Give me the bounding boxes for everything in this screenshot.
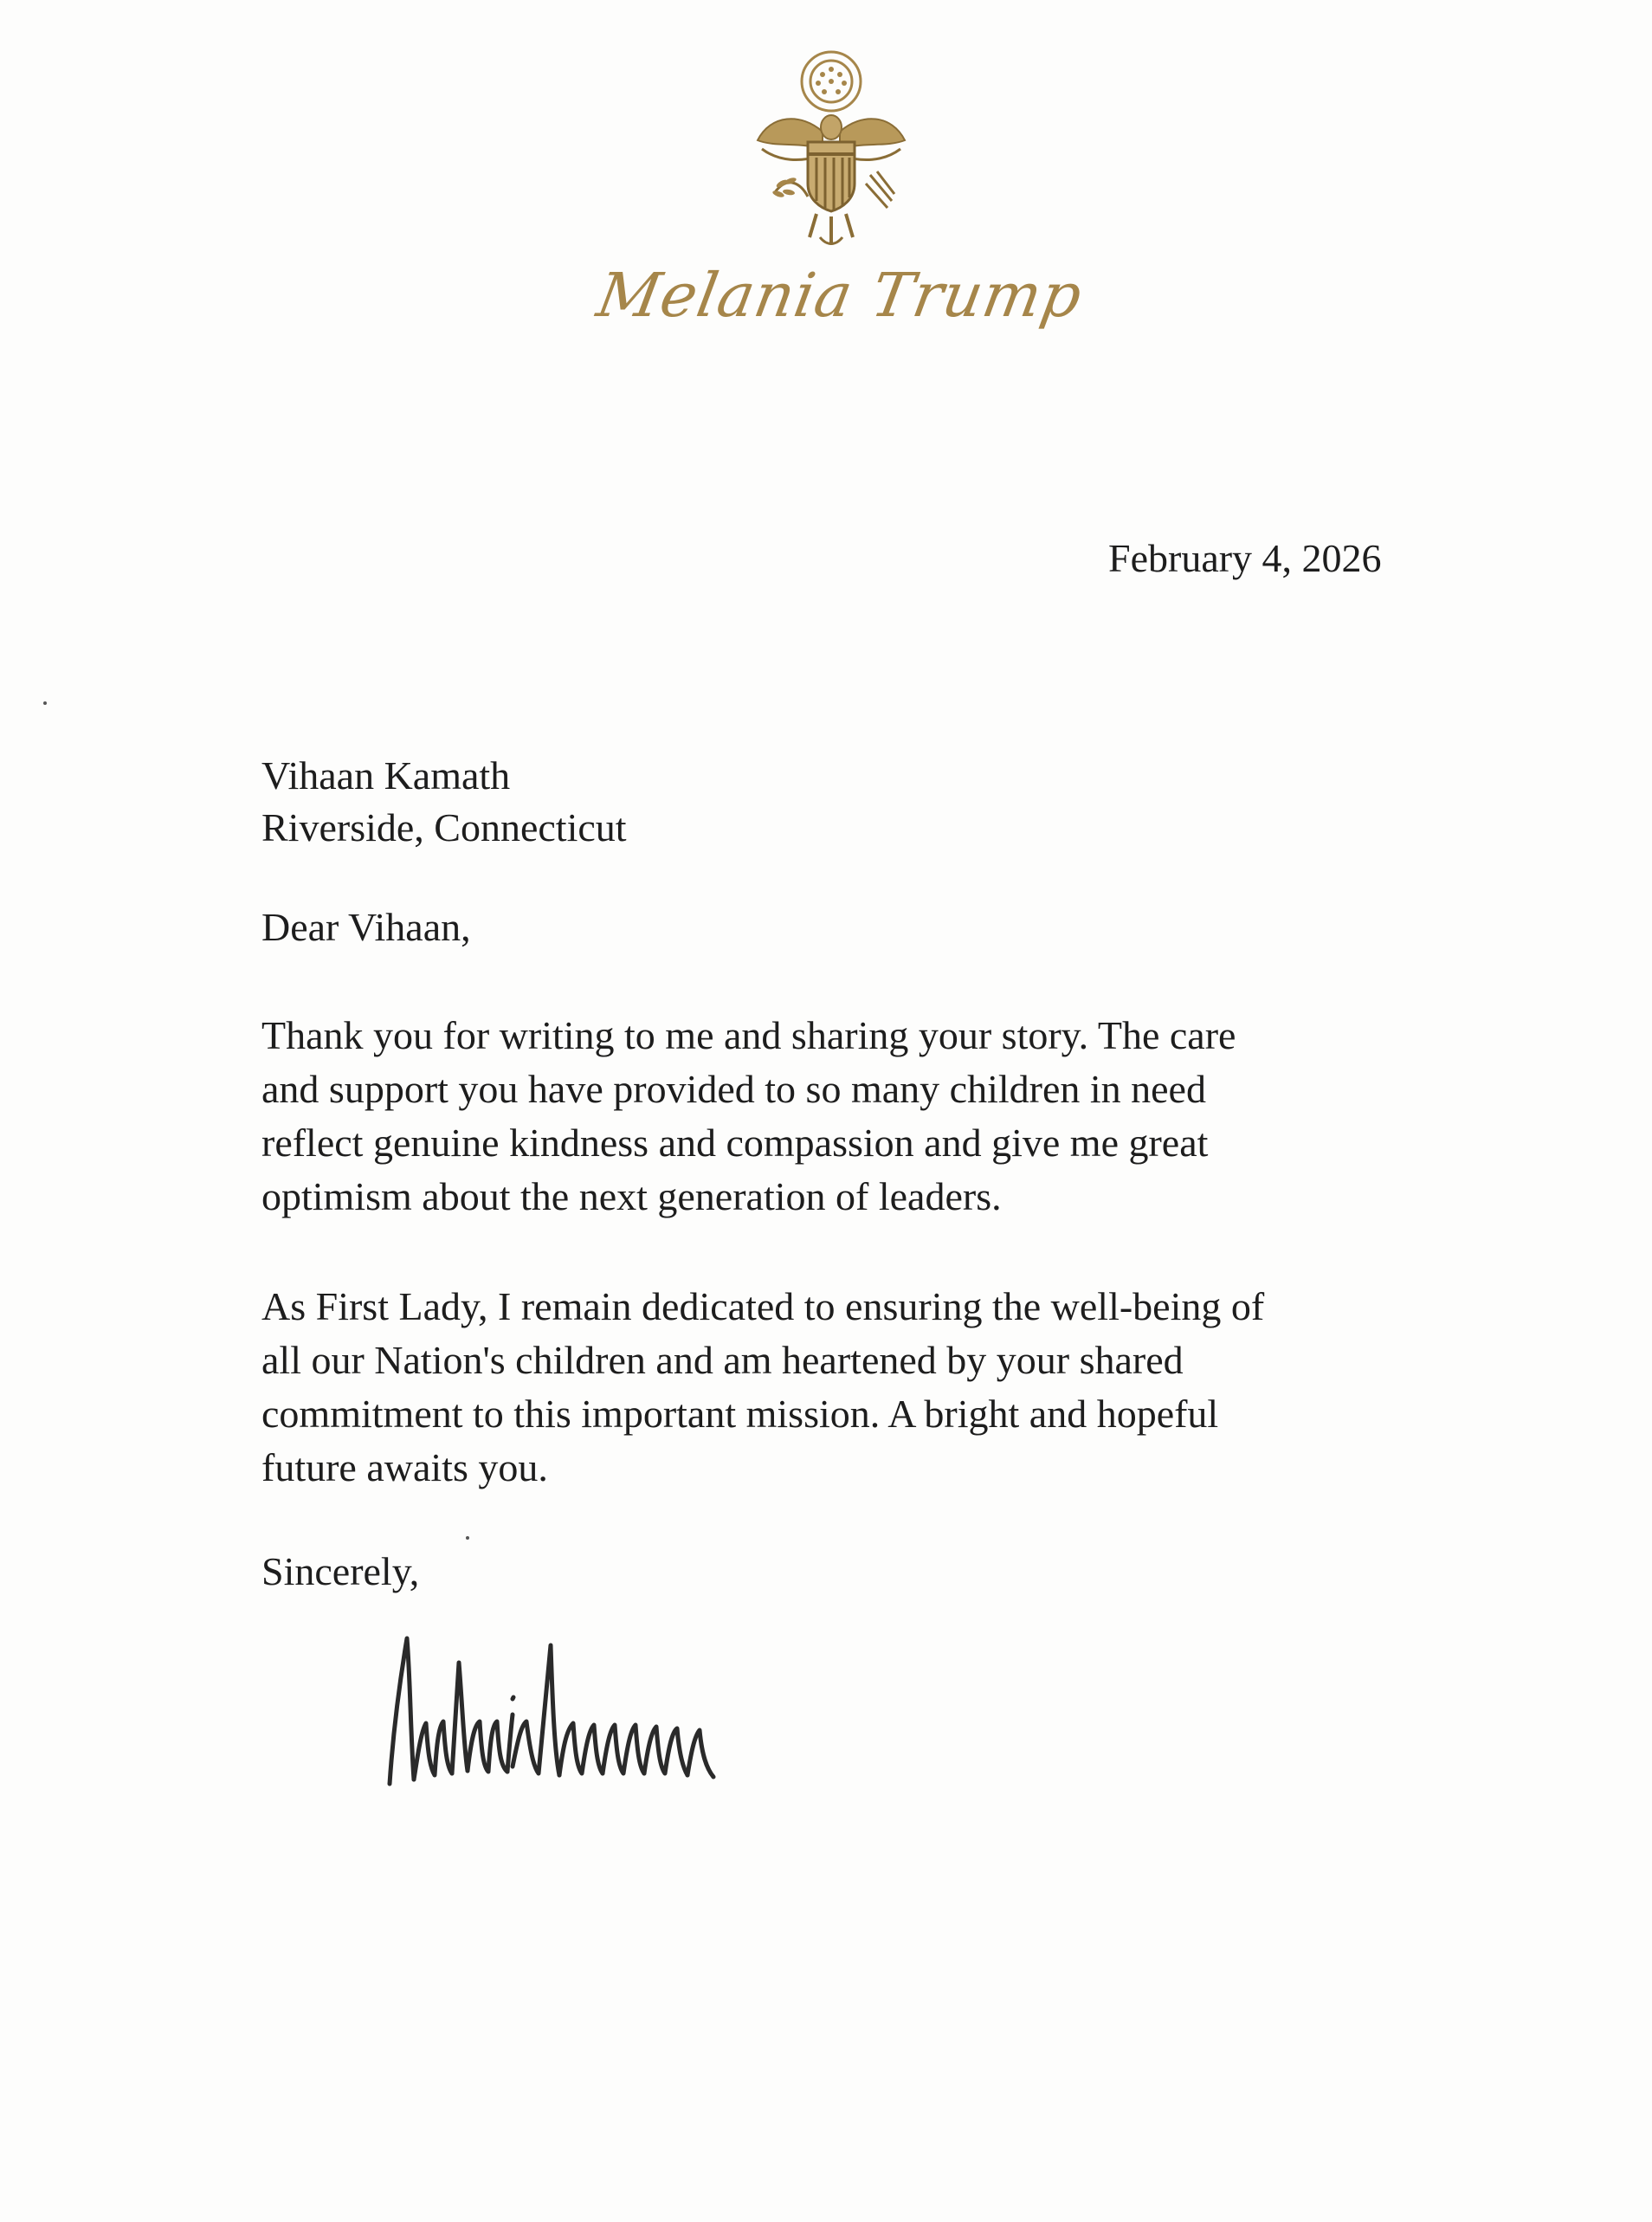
paragraph-line: As First Lady, I remain dedicated to ensuring the well-being of: [261, 1284, 1265, 1328]
paragraph-line: Thank you for writing to me and sharing your story. The care: [261, 1013, 1236, 1057]
recipient-block: [261, 750, 627, 854]
closing: Sincerely,: [261, 1549, 420, 1593]
handwritten-signature: [381, 1628, 727, 1792]
body-paragraph-1: [261, 1009, 1474, 1224]
letter-date: February 4, 2026: [1108, 536, 1382, 580]
scan-speck: [466, 1536, 469, 1540]
scan-speck: [43, 701, 47, 705]
recipient-name: Vihaan Kamath: [261, 753, 511, 798]
salutation: Dear Vihaan,: [261, 905, 471, 949]
paragraph-line: all our Nation's children and am heartened by your shared: [261, 1338, 1184, 1382]
letterhead-name: Melania Trump: [591, 260, 1088, 331]
paragraph-line: optimism about the next generation of leaders.: [261, 1174, 1002, 1218]
paragraph-line: future awaits you.: [261, 1445, 548, 1489]
body-paragraph-2: [261, 1280, 1474, 1495]
presidential-seal-icon: [740, 45, 922, 262]
paragraph-line: commitment to this important mission. A bright and hopeful: [261, 1392, 1219, 1436]
paragraph-line: and support you have provided to so many children in need: [261, 1067, 1206, 1111]
paragraph-line: reflect genuine kindness and compassion and give me great: [261, 1121, 1209, 1165]
recipient-location: Riverside, Connecticut: [261, 805, 627, 849]
